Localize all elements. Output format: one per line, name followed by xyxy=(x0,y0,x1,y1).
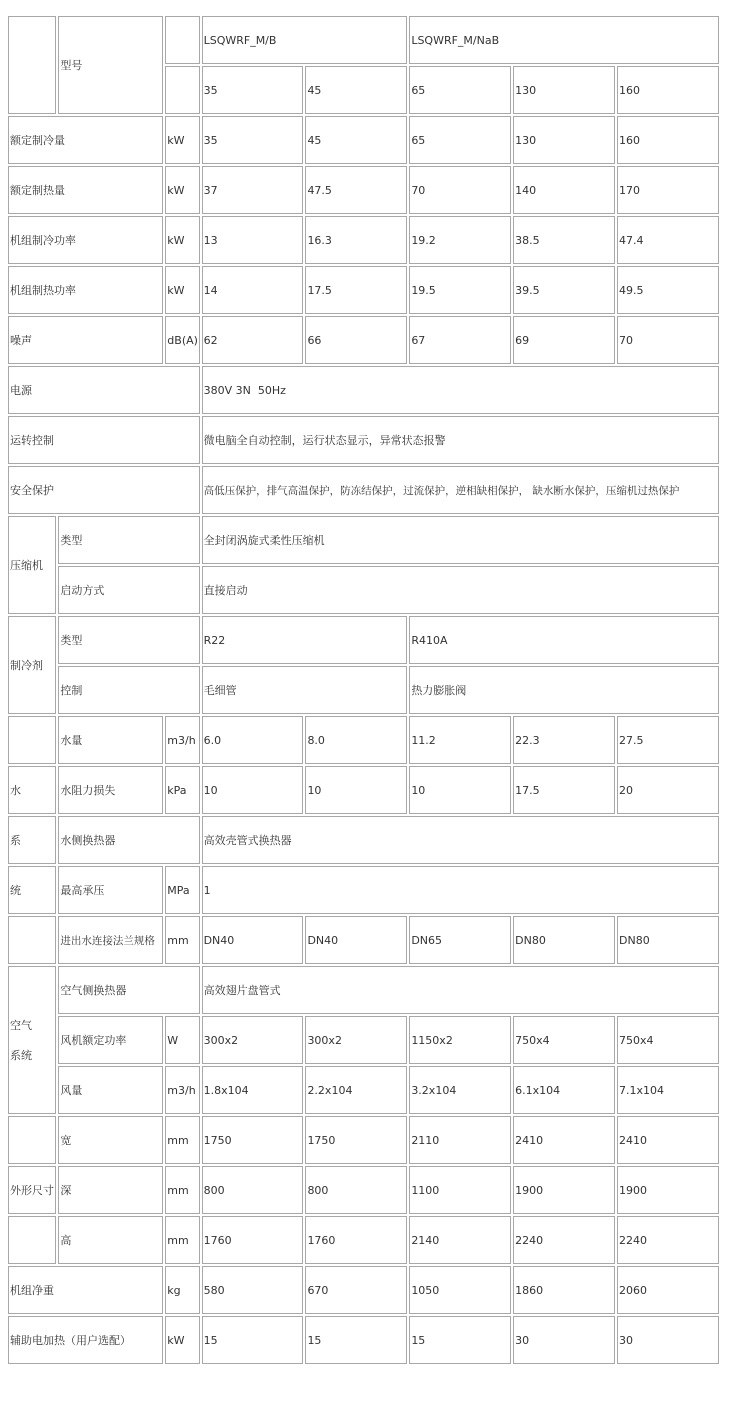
row-label: 类型 xyxy=(58,616,199,664)
table-row xyxy=(8,1216,719,1264)
row-label: 水阻力损失 xyxy=(58,766,163,814)
group-label-line: 系统 xyxy=(10,1049,32,1062)
model-label: 型号 xyxy=(58,16,163,114)
value-cell: 10 xyxy=(305,766,407,814)
unit-cell: kPa xyxy=(165,766,199,814)
row-label: 水量 xyxy=(58,716,163,764)
value-cell: 1100 xyxy=(409,1166,511,1214)
value-cell: 1860 xyxy=(513,1266,615,1314)
value-cell: 2240 xyxy=(617,1216,719,1264)
value-cell: 670 xyxy=(305,1266,407,1314)
value-cell: R410A xyxy=(409,616,719,664)
value-cell: 39.5 xyxy=(513,266,615,314)
table-row xyxy=(8,416,719,464)
value-cell: 38.5 xyxy=(513,216,615,264)
value-cell: 1750 xyxy=(202,1116,304,1164)
value-cell: 62 xyxy=(202,316,304,364)
unit-cell: kW xyxy=(165,216,199,264)
value-cell: 高效翅片盘管式 xyxy=(202,966,719,1014)
unit-cell: dB(A) xyxy=(165,316,199,364)
value-cell: DN40 xyxy=(305,916,407,964)
group-label: 统 xyxy=(8,866,56,914)
value-cell: 17.5 xyxy=(513,766,615,814)
model-cell: 130 xyxy=(513,66,615,114)
value-cell: 15 xyxy=(409,1316,511,1364)
row-label: 高 xyxy=(58,1216,163,1264)
group-label xyxy=(8,966,56,1114)
unit-cell: kg xyxy=(165,1266,199,1314)
unit-cell: mm xyxy=(165,916,199,964)
value-cell: 13 xyxy=(202,216,304,264)
value-cell: 高低压保护，排气高温保护，防冻结保护，过流保护，逆相缺相保护， 缺水断水保护，压缩机过热保护 xyxy=(202,466,719,514)
row-label: 风机额定功率 xyxy=(58,1016,163,1064)
value-cell: 15 xyxy=(305,1316,407,1364)
table-row xyxy=(8,766,719,814)
value-cell: 全封闭涡旋式柔性压缩机 xyxy=(202,516,719,564)
value-cell: 800 xyxy=(202,1166,304,1214)
unit-cell: m3/h xyxy=(165,716,199,764)
value-cell: 300x2 xyxy=(202,1016,304,1064)
value-cell: 1900 xyxy=(617,1166,719,1214)
table-row xyxy=(8,916,719,964)
empty-cell xyxy=(165,66,199,114)
value-cell: 30 xyxy=(617,1316,719,1364)
model-cell: 45 xyxy=(305,66,407,114)
value-cell: 800 xyxy=(305,1166,407,1214)
value-cell: 17.5 xyxy=(305,266,407,314)
table-row xyxy=(8,1066,719,1114)
value-cell: 14 xyxy=(202,266,304,314)
value-cell: 1050 xyxy=(409,1266,511,1314)
empty-cell xyxy=(165,16,199,64)
value-cell: 6.1x104 xyxy=(513,1066,615,1114)
value-cell: 170 xyxy=(617,166,719,214)
value-cell: 1750 xyxy=(305,1116,407,1164)
table-row xyxy=(8,1266,719,1314)
value-cell: 8.0 xyxy=(305,716,407,764)
value-cell: 1.8x104 xyxy=(202,1066,304,1114)
value-cell: 直接启动 xyxy=(202,566,719,614)
value-cell: 微电脑全自动控制，运行状态显示，异常状态报警 xyxy=(202,416,719,464)
table-row xyxy=(8,166,719,214)
row-label: 深 xyxy=(58,1166,163,1214)
table-row xyxy=(8,216,719,264)
row-label: 风量 xyxy=(58,1066,163,1114)
group-label: 系 xyxy=(8,816,56,864)
value-cell: 20 xyxy=(617,766,719,814)
row-label: 噪声 xyxy=(8,316,163,364)
table-row xyxy=(8,516,719,564)
table-row xyxy=(8,266,719,314)
empty-cell xyxy=(8,1116,56,1164)
table-row xyxy=(8,616,719,664)
group-label-line: 空气 xyxy=(10,1019,32,1032)
value-cell: 19.2 xyxy=(409,216,511,264)
row-label: 辅助电加热（用户选配） xyxy=(8,1316,163,1364)
value-cell: 65 xyxy=(409,116,511,164)
value-cell: 35 xyxy=(202,116,304,164)
unit-cell: kW xyxy=(165,266,199,314)
row-label: 安全保护 xyxy=(8,466,200,514)
value-cell: 1150x2 xyxy=(409,1016,511,1064)
value-cell: 2060 xyxy=(617,1266,719,1314)
table-row xyxy=(8,566,719,614)
value-cell: 3.2x104 xyxy=(409,1066,511,1114)
row-label: 机组制冷功率 xyxy=(8,216,163,264)
row-label: 额定制热量 xyxy=(8,166,163,214)
table-row xyxy=(8,966,719,1014)
unit-cell: mm xyxy=(165,1216,199,1264)
group-label: 外形尺寸 xyxy=(8,1166,56,1214)
value-cell: R22 xyxy=(202,616,408,664)
value-cell: 750x4 xyxy=(617,1016,719,1064)
value-cell: 70 xyxy=(617,316,719,364)
row-label: 控制 xyxy=(58,666,199,714)
group-label: 制冷剂 xyxy=(8,616,56,714)
model-cell: 35 xyxy=(202,66,304,114)
table-row xyxy=(8,1316,719,1364)
value-cell: 750x4 xyxy=(513,1016,615,1064)
value-cell: 高效壳管式换热器 xyxy=(202,816,719,864)
value-cell: 1900 xyxy=(513,1166,615,1214)
empty-cell xyxy=(8,716,56,764)
row-label: 电源 xyxy=(8,366,200,414)
empty-cell xyxy=(8,916,56,964)
model-cell: 65 xyxy=(409,66,511,114)
unit-cell: m3/h xyxy=(165,1066,199,1114)
row-label: 空气侧换热器 xyxy=(58,966,199,1014)
value-cell: 300x2 xyxy=(305,1016,407,1064)
table-row xyxy=(8,366,719,414)
value-cell: 15 xyxy=(202,1316,304,1364)
value-cell: DN65 xyxy=(409,916,511,964)
table-row xyxy=(8,316,719,364)
value-cell: 70 xyxy=(409,166,511,214)
value-cell: 6.0 xyxy=(202,716,304,764)
value-cell: 27.5 xyxy=(617,716,719,764)
row-label: 宽 xyxy=(58,1116,163,1164)
value-cell: 69 xyxy=(513,316,615,364)
value-cell: 66 xyxy=(305,316,407,364)
table-row xyxy=(8,1116,719,1164)
table-row xyxy=(8,1016,719,1064)
value-cell: 10 xyxy=(409,766,511,814)
row-label: 运转控制 xyxy=(8,416,200,464)
value-cell: DN80 xyxy=(617,916,719,964)
row-label: 机组净重 xyxy=(8,1266,163,1314)
table-row xyxy=(8,866,719,914)
value-cell: 2140 xyxy=(409,1216,511,1264)
unit-cell: W xyxy=(165,1016,199,1064)
table-row xyxy=(8,716,719,764)
unit-cell: MPa xyxy=(165,866,199,914)
row-label: 机组制热功率 xyxy=(8,266,163,314)
row-label: 类型 xyxy=(58,516,199,564)
value-cell: 2110 xyxy=(409,1116,511,1164)
value-cell: 67 xyxy=(409,316,511,364)
row-label: 启动方式 xyxy=(58,566,199,614)
value-cell: 130 xyxy=(513,116,615,164)
model-group: LSQWRF_M/B xyxy=(202,16,408,64)
table-row xyxy=(8,1166,719,1214)
value-cell: 16.3 xyxy=(305,216,407,264)
value-cell: 580 xyxy=(202,1266,304,1314)
value-cell: 30 xyxy=(513,1316,615,1364)
group-label: 压缩机 xyxy=(8,516,56,614)
value-cell: 22.3 xyxy=(513,716,615,764)
empty-cell xyxy=(8,16,56,114)
row-label: 最高承压 xyxy=(58,866,163,914)
table-row xyxy=(8,116,719,164)
value-cell: 2410 xyxy=(513,1116,615,1164)
unit-cell: mm xyxy=(165,1116,199,1164)
unit-cell: kW xyxy=(165,116,199,164)
value-cell: 7.1x104 xyxy=(617,1066,719,1114)
value-cell: 160 xyxy=(617,116,719,164)
value-cell: 1760 xyxy=(202,1216,304,1264)
value-cell: 2240 xyxy=(513,1216,615,1264)
value-cell: 2410 xyxy=(617,1116,719,1164)
model-cell: 160 xyxy=(617,66,719,114)
value-cell: 1760 xyxy=(305,1216,407,1264)
value-cell: 47.5 xyxy=(305,166,407,214)
value-cell: 19.5 xyxy=(409,266,511,314)
unit-cell: kW xyxy=(165,166,199,214)
value-cell: 47.4 xyxy=(617,216,719,264)
value-cell: DN40 xyxy=(202,916,304,964)
value-cell: 毛细管 xyxy=(202,666,408,714)
value-cell: 37 xyxy=(202,166,304,214)
row-label: 水侧换热器 xyxy=(58,816,199,864)
value-cell: 热力膨胀阀 xyxy=(409,666,719,714)
group-label: 水 xyxy=(8,766,56,814)
value-cell: 45 xyxy=(305,116,407,164)
table-row xyxy=(8,816,719,864)
empty-cell xyxy=(8,1216,56,1264)
unit-cell: mm xyxy=(165,1166,199,1214)
table-row xyxy=(8,466,719,514)
row-label: 额定制冷量 xyxy=(8,116,163,164)
unit-cell: kW xyxy=(165,1316,199,1364)
value-cell: 49.5 xyxy=(617,266,719,314)
value-cell: 10 xyxy=(202,766,304,814)
table-row xyxy=(8,16,719,64)
model-group: LSQWRF_M/NaB xyxy=(409,16,719,64)
value-cell: 1 xyxy=(202,866,719,914)
spec-table xyxy=(6,14,721,1366)
value-cell: 140 xyxy=(513,166,615,214)
value-cell: 380V 3N 50Hz xyxy=(202,366,719,414)
value-cell: 11.2 xyxy=(409,716,511,764)
table-row xyxy=(8,666,719,714)
value-cell: DN80 xyxy=(513,916,615,964)
row-label: 进出水连接法兰规格 xyxy=(58,916,163,964)
value-cell: 2.2x104 xyxy=(305,1066,407,1114)
